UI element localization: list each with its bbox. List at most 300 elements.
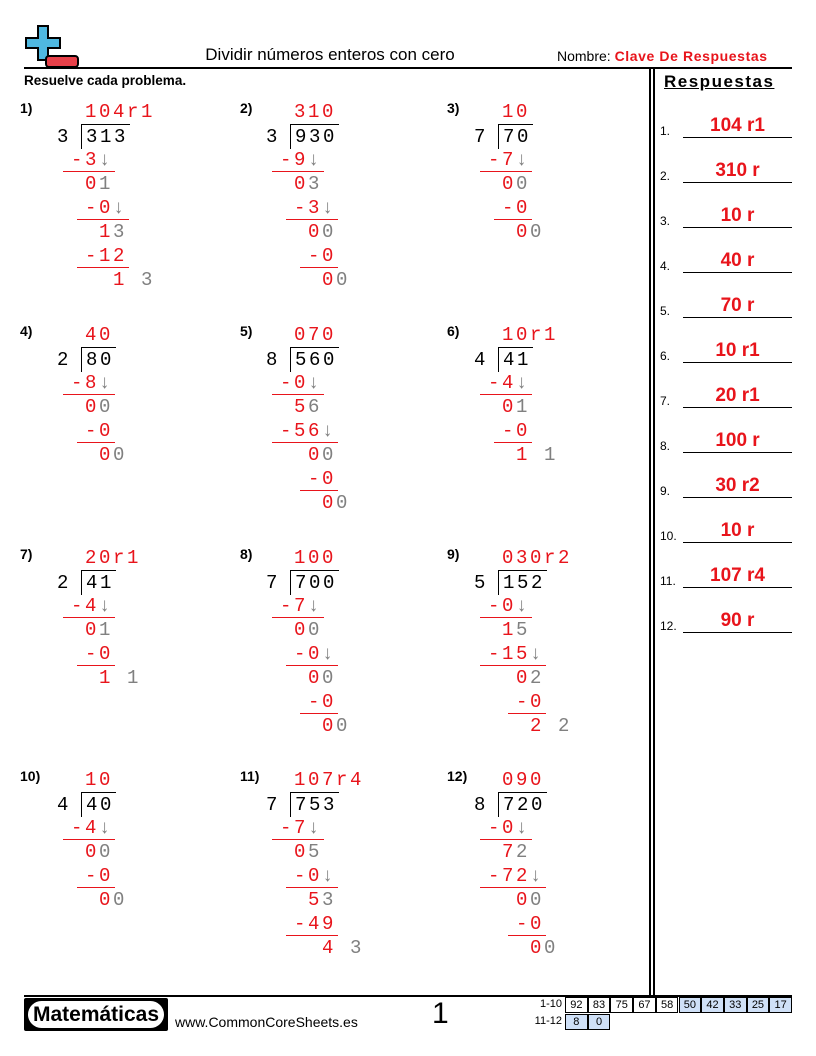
difference: 0 bbox=[57, 396, 100, 418]
remainder-row bbox=[266, 491, 350, 515]
answer-number: 1. bbox=[660, 124, 671, 138]
score-cell: 33 bbox=[724, 997, 747, 1013]
remainder-row bbox=[474, 220, 544, 244]
brought-down-digit: 0 bbox=[308, 619, 323, 641]
subtraction-underline bbox=[502, 912, 546, 936]
remainder-row bbox=[266, 172, 350, 196]
difference: 0 bbox=[266, 715, 337, 737]
quotient: 310 bbox=[266, 101, 337, 123]
brought-down-digit: 1 bbox=[530, 444, 559, 466]
brought-down-digit: 3 bbox=[308, 173, 323, 195]
subtrahend: -0 bbox=[280, 865, 323, 887]
brought-down-digit: 1 bbox=[99, 173, 114, 195]
remainder-row bbox=[266, 220, 350, 244]
dividend: 41 bbox=[498, 347, 533, 372]
quotient: 20r1 bbox=[57, 547, 142, 569]
divisor-row bbox=[266, 792, 364, 816]
subtrahend: -0 bbox=[294, 245, 337, 267]
brought-down-digit: 0 bbox=[322, 444, 337, 466]
subtrahend: -0 bbox=[71, 420, 114, 442]
subtrahend: -49 bbox=[280, 913, 337, 935]
difference: 0 bbox=[266, 444, 323, 466]
subtrahend: -0 bbox=[266, 372, 309, 394]
brought-down-digit: 1 bbox=[99, 619, 114, 641]
subtraction-underline bbox=[57, 594, 115, 618]
remainder-row bbox=[474, 888, 558, 912]
dividend: 560 bbox=[290, 347, 339, 372]
subtraction-row bbox=[474, 594, 572, 618]
bring-down-arrow-icon: ↓ bbox=[308, 149, 323, 171]
answer-number: 4. bbox=[660, 259, 671, 273]
difference: 0 bbox=[474, 221, 531, 243]
divisor-row bbox=[266, 347, 350, 371]
brought-down-digit: 5 bbox=[516, 619, 531, 641]
divisor: 4 bbox=[474, 349, 489, 371]
page-number: 1 bbox=[432, 997, 449, 1030]
remainder-row bbox=[57, 888, 127, 912]
bring-down-arrow-icon: ↓ bbox=[530, 643, 545, 665]
brought-down-digit: 0 bbox=[322, 221, 337, 243]
answer-number: 9. bbox=[660, 484, 671, 498]
subtraction-underline bbox=[488, 419, 532, 443]
quotient: 107r4 bbox=[266, 769, 365, 791]
bring-down-arrow-icon: ↓ bbox=[322, 643, 337, 665]
score-cell: 8 bbox=[565, 1014, 588, 1030]
divisor: 3 bbox=[266, 126, 281, 148]
subtraction-underline bbox=[488, 196, 532, 220]
subtraction-underline bbox=[294, 690, 338, 714]
remainder-row bbox=[57, 172, 155, 196]
subtraction-underline bbox=[266, 148, 324, 172]
subtraction-underline bbox=[280, 864, 338, 888]
subtraction-row bbox=[57, 196, 155, 220]
remainder-row bbox=[266, 443, 350, 467]
subtrahend: -56 bbox=[266, 420, 323, 442]
subtrahend: -0 bbox=[71, 865, 114, 887]
divisor-row bbox=[266, 124, 350, 148]
subtraction-row bbox=[57, 816, 127, 840]
difference: 0 bbox=[474, 937, 545, 959]
remainder-row bbox=[474, 443, 558, 467]
long-division bbox=[474, 768, 558, 960]
answer-number: 11. bbox=[660, 574, 676, 588]
subtraction-underline bbox=[266, 594, 324, 618]
brought-down-digit: 0 bbox=[336, 492, 351, 514]
answer-number: 5. bbox=[660, 304, 671, 318]
subtraction-row bbox=[474, 864, 558, 888]
header-divider bbox=[24, 67, 792, 69]
subtraction-row bbox=[57, 148, 155, 172]
remainder-row bbox=[266, 666, 350, 690]
subtraction-row bbox=[57, 642, 141, 666]
problem-number: 11) bbox=[240, 768, 260, 784]
answer-value: 310 r bbox=[683, 160, 792, 183]
subtraction-underline bbox=[474, 816, 532, 840]
dividend: 720 bbox=[498, 792, 547, 817]
brought-down-digit: 0 bbox=[530, 221, 545, 243]
dividend: 753 bbox=[290, 792, 339, 817]
bring-down-arrow-icon: ↓ bbox=[516, 817, 531, 839]
brought-down-digit: 0 bbox=[336, 715, 351, 737]
subtraction-row bbox=[266, 864, 364, 888]
remainder-row bbox=[474, 936, 558, 960]
divisor-row bbox=[266, 570, 350, 594]
problem-number: 2) bbox=[240, 100, 253, 116]
difference: 0 bbox=[266, 173, 309, 195]
quotient: 10r1 bbox=[474, 324, 559, 346]
divisor-row bbox=[474, 792, 558, 816]
answer-value: 104 r1 bbox=[683, 115, 792, 138]
subtrahend: -72 bbox=[474, 865, 531, 887]
quotient: 10 bbox=[57, 769, 114, 791]
bring-down-arrow-icon: ↓ bbox=[99, 817, 114, 839]
quotient: 070 bbox=[266, 324, 337, 346]
score-row-label: 11-12 bbox=[534, 1015, 562, 1027]
bring-down-arrow-icon: ↓ bbox=[516, 372, 531, 394]
subtrahend: -0 bbox=[474, 817, 517, 839]
difference: 0 bbox=[57, 619, 100, 641]
divisor-row bbox=[474, 124, 544, 148]
long-division bbox=[57, 768, 127, 912]
subtraction-row bbox=[266, 371, 350, 395]
remainder-row bbox=[266, 395, 350, 419]
brought-down-digit: 6 bbox=[308, 396, 323, 418]
subtrahend: -8 bbox=[57, 372, 100, 394]
subtraction-underline bbox=[280, 642, 338, 666]
score-row-label: 1-10 bbox=[539, 998, 562, 1010]
problem-number: 7) bbox=[20, 546, 33, 562]
brought-down-digit: 3 bbox=[127, 269, 156, 291]
logo-plus-minus-icon bbox=[24, 25, 80, 69]
answer-value: 10 r bbox=[683, 205, 792, 228]
remainder-row bbox=[474, 172, 544, 196]
subtraction-row bbox=[57, 371, 127, 395]
difference: 0 bbox=[57, 841, 100, 863]
divisor: 3 bbox=[57, 126, 72, 148]
answer-number: 10. bbox=[660, 529, 677, 543]
score-cell: 0 bbox=[588, 1014, 611, 1030]
divisor-row bbox=[57, 570, 141, 594]
dividend: 700 bbox=[290, 570, 339, 595]
subtrahend: -15 bbox=[474, 643, 531, 665]
remainder-row bbox=[266, 714, 350, 738]
subtrahend: -9 bbox=[266, 149, 309, 171]
indent bbox=[266, 865, 280, 887]
subtraction-row bbox=[266, 148, 350, 172]
brand-logo bbox=[24, 998, 168, 1031]
subtrahend: -0 bbox=[474, 595, 517, 617]
subtraction-underline bbox=[266, 371, 324, 395]
answer-row bbox=[660, 605, 792, 635]
divisor-row bbox=[57, 792, 127, 816]
indent bbox=[474, 197, 488, 219]
remainder-row bbox=[474, 666, 572, 690]
answer-row bbox=[660, 515, 792, 545]
answer-value: 100 r bbox=[683, 430, 792, 453]
brought-down-digit: 2 bbox=[530, 667, 545, 689]
score-cell: 75 bbox=[610, 997, 633, 1013]
difference: 0 bbox=[266, 619, 309, 641]
answer-row bbox=[660, 425, 792, 455]
score-cell: 17 bbox=[769, 997, 792, 1013]
subtraction-row bbox=[266, 690, 350, 714]
brought-down-digit: 2 bbox=[516, 841, 531, 863]
subtraction-underline bbox=[294, 467, 338, 491]
answer-panel-divider bbox=[653, 69, 655, 996]
answer-number: 7. bbox=[660, 394, 671, 408]
remainder-row bbox=[57, 443, 127, 467]
subtrahend: -3 bbox=[57, 149, 100, 171]
subtraction-underline bbox=[71, 864, 115, 888]
quotient: 10 bbox=[474, 101, 531, 123]
subtrahend: -0 bbox=[488, 420, 531, 442]
brought-down-digit: 0 bbox=[530, 889, 545, 911]
answer-value: 40 r bbox=[683, 250, 792, 273]
bring-down-arrow-icon: ↓ bbox=[99, 372, 114, 394]
difference: 0 bbox=[57, 444, 114, 466]
subtraction-underline bbox=[294, 244, 338, 268]
divisor: 4 bbox=[57, 794, 72, 816]
answer-number: 12. bbox=[660, 619, 677, 633]
brought-down-digit: 3 bbox=[322, 889, 337, 911]
brought-down-digit: 0 bbox=[99, 841, 114, 863]
long-division bbox=[57, 100, 155, 292]
indent bbox=[266, 643, 280, 665]
bring-down-arrow-icon: ↓ bbox=[113, 197, 128, 219]
subtrahend: -7 bbox=[266, 817, 309, 839]
subtraction-underline bbox=[280, 912, 338, 936]
difference: 0 bbox=[474, 667, 531, 689]
long-division bbox=[266, 100, 350, 292]
difference: 5 bbox=[266, 396, 309, 418]
answer-value: 107 r4 bbox=[683, 565, 792, 588]
long-division bbox=[474, 100, 544, 244]
subtraction-row bbox=[474, 371, 558, 395]
indent bbox=[57, 420, 71, 442]
divisor: 7 bbox=[266, 572, 281, 594]
answer-value: 70 r bbox=[683, 295, 792, 318]
subtraction-row bbox=[266, 642, 350, 666]
name-field bbox=[557, 48, 768, 64]
bring-down-arrow-icon: ↓ bbox=[308, 372, 323, 394]
quotient: 030r2 bbox=[474, 547, 573, 569]
difference: 0 bbox=[57, 173, 100, 195]
answer-row bbox=[660, 470, 792, 500]
remainder-row bbox=[474, 714, 572, 738]
difference: 1 bbox=[474, 444, 531, 466]
difference: 0 bbox=[266, 269, 337, 291]
long-division bbox=[266, 768, 364, 960]
subtraction-underline bbox=[57, 371, 115, 395]
indent bbox=[266, 913, 280, 935]
brand-text: Matemáticas bbox=[28, 1001, 164, 1028]
remainder-row bbox=[474, 618, 572, 642]
divisor: 8 bbox=[266, 349, 281, 371]
subtraction-underline bbox=[71, 419, 115, 443]
answer-row bbox=[660, 560, 792, 590]
answer-value: 20 r1 bbox=[683, 385, 792, 408]
bring-down-arrow-icon: ↓ bbox=[516, 595, 531, 617]
dividend: 80 bbox=[81, 347, 116, 372]
indent bbox=[474, 691, 502, 713]
score-cell: 67 bbox=[633, 997, 656, 1013]
problem-number: 12) bbox=[447, 768, 468, 784]
subtrahend: -3 bbox=[280, 197, 323, 219]
divisor: 7 bbox=[474, 126, 489, 148]
bring-down-arrow-icon: ↓ bbox=[308, 595, 323, 617]
divisor: 2 bbox=[57, 349, 72, 371]
difference: 0 bbox=[266, 667, 323, 689]
remainder-row bbox=[57, 666, 141, 690]
worksheet-title: Dividir números enteros con cero bbox=[205, 45, 455, 64]
problem-number: 5) bbox=[240, 323, 253, 339]
answers-title: Respuestas bbox=[664, 72, 775, 91]
brought-down-digit: 2 bbox=[544, 715, 573, 737]
subtrahend: -4 bbox=[474, 372, 517, 394]
brought-down-digit: 0 bbox=[99, 396, 114, 418]
indent bbox=[474, 420, 488, 442]
remainder-row bbox=[57, 840, 127, 864]
quotient: 100 bbox=[266, 547, 337, 569]
dividend: 40 bbox=[81, 792, 116, 817]
difference: 5 bbox=[266, 889, 323, 911]
long-division bbox=[474, 323, 558, 467]
score-cell: 25 bbox=[747, 997, 770, 1013]
instructions: Resuelve cada problema. bbox=[24, 73, 187, 88]
dividend: 152 bbox=[498, 570, 547, 595]
dividend: 313 bbox=[81, 124, 130, 149]
remainder-row bbox=[266, 840, 364, 864]
subtrahend: -7 bbox=[266, 595, 309, 617]
brought-down-digit: 5 bbox=[308, 841, 323, 863]
answer-number: 6. bbox=[660, 349, 671, 363]
difference: 4 bbox=[266, 937, 337, 959]
subtraction-row bbox=[57, 864, 127, 888]
bring-down-arrow-icon: ↓ bbox=[322, 420, 337, 442]
subtraction-underline bbox=[71, 244, 129, 268]
subtraction-row bbox=[57, 244, 155, 268]
subtraction-row bbox=[57, 594, 141, 618]
answer-row bbox=[660, 380, 792, 410]
difference: 7 bbox=[474, 841, 517, 863]
brought-down-digit: 3 bbox=[336, 937, 365, 959]
name-value: Clave De Respuestas bbox=[614, 48, 768, 64]
difference: 1 bbox=[474, 619, 517, 641]
remainder-row bbox=[57, 268, 155, 292]
subtraction-underline bbox=[474, 864, 546, 888]
difference: 1 bbox=[57, 269, 128, 291]
bring-down-arrow-icon: ↓ bbox=[530, 865, 545, 887]
problem-number: 4) bbox=[20, 323, 33, 339]
answer-value: 30 r2 bbox=[683, 475, 792, 498]
remainder-row bbox=[57, 395, 127, 419]
subtraction-underline bbox=[266, 419, 338, 443]
long-division bbox=[266, 546, 350, 738]
brought-down-digit: 0 bbox=[113, 444, 128, 466]
indent bbox=[266, 691, 294, 713]
subtraction-underline bbox=[502, 690, 546, 714]
subtraction-row bbox=[266, 816, 364, 840]
answer-number: 3. bbox=[660, 214, 671, 228]
problem-number: 3) bbox=[447, 100, 460, 116]
remainder-row bbox=[266, 936, 364, 960]
site-url: www.CommonCoreSheets.es bbox=[175, 1014, 358, 1030]
remainder-row bbox=[266, 618, 350, 642]
remainder-row bbox=[266, 268, 350, 292]
bring-down-arrow-icon: ↓ bbox=[99, 149, 114, 171]
subtrahend: -0 bbox=[280, 643, 323, 665]
dividend: 930 bbox=[290, 124, 339, 149]
problem-number: 1) bbox=[20, 100, 33, 116]
answer-row bbox=[660, 155, 792, 185]
brought-down-digit: 0 bbox=[516, 173, 531, 195]
difference: 1 bbox=[57, 221, 114, 243]
score-cell: 92 bbox=[565, 997, 588, 1013]
indent bbox=[266, 468, 294, 490]
dividend: 70 bbox=[498, 124, 533, 149]
subtraction-row bbox=[474, 690, 572, 714]
subtraction-row bbox=[474, 816, 558, 840]
divisor: 5 bbox=[474, 572, 489, 594]
brought-down-digit: 0 bbox=[544, 937, 559, 959]
subtraction-row bbox=[57, 419, 127, 443]
bring-down-arrow-icon: ↓ bbox=[516, 149, 531, 171]
divisor-row bbox=[474, 570, 572, 594]
divisor: 7 bbox=[266, 794, 281, 816]
subtraction-underline bbox=[474, 594, 532, 618]
bring-down-arrow-icon: ↓ bbox=[308, 817, 323, 839]
subtraction-row bbox=[266, 467, 350, 491]
subtrahend: -12 bbox=[71, 245, 128, 267]
subtraction-row bbox=[266, 419, 350, 443]
divisor: 8 bbox=[474, 794, 489, 816]
answer-row bbox=[660, 335, 792, 365]
score-cell: 58 bbox=[656, 997, 679, 1013]
score-cell: 50 bbox=[679, 997, 702, 1013]
difference: 1 bbox=[57, 667, 114, 689]
brought-down-digit: 0 bbox=[336, 269, 351, 291]
answer-row bbox=[660, 245, 792, 275]
indent bbox=[266, 197, 280, 219]
remainder-row bbox=[57, 220, 155, 244]
dividend: 41 bbox=[81, 570, 116, 595]
subtraction-underline bbox=[71, 196, 129, 220]
indent bbox=[474, 913, 502, 935]
remainder-row bbox=[474, 395, 558, 419]
score-cell: 83 bbox=[588, 997, 611, 1013]
quotient: 40 bbox=[57, 324, 114, 346]
divisor-row bbox=[57, 124, 155, 148]
brought-down-digit: 1 bbox=[113, 667, 142, 689]
difference: 0 bbox=[266, 841, 309, 863]
subtrahend: -7 bbox=[474, 149, 517, 171]
quotient: 090 bbox=[474, 769, 545, 791]
long-division bbox=[266, 323, 350, 515]
long-division bbox=[474, 546, 572, 738]
subtrahend: -0 bbox=[71, 197, 114, 219]
subtrahend: -0 bbox=[294, 691, 337, 713]
subtraction-row bbox=[266, 912, 364, 936]
remainder-row bbox=[266, 888, 364, 912]
subtraction-underline bbox=[280, 196, 338, 220]
subtraction-underline bbox=[57, 816, 115, 840]
problem-number: 6) bbox=[447, 323, 460, 339]
answer-row bbox=[660, 110, 792, 140]
problem-number: 8) bbox=[240, 546, 253, 562]
subtrahend: -0 bbox=[294, 468, 337, 490]
difference: 0 bbox=[474, 396, 517, 418]
subtraction-row bbox=[474, 196, 544, 220]
